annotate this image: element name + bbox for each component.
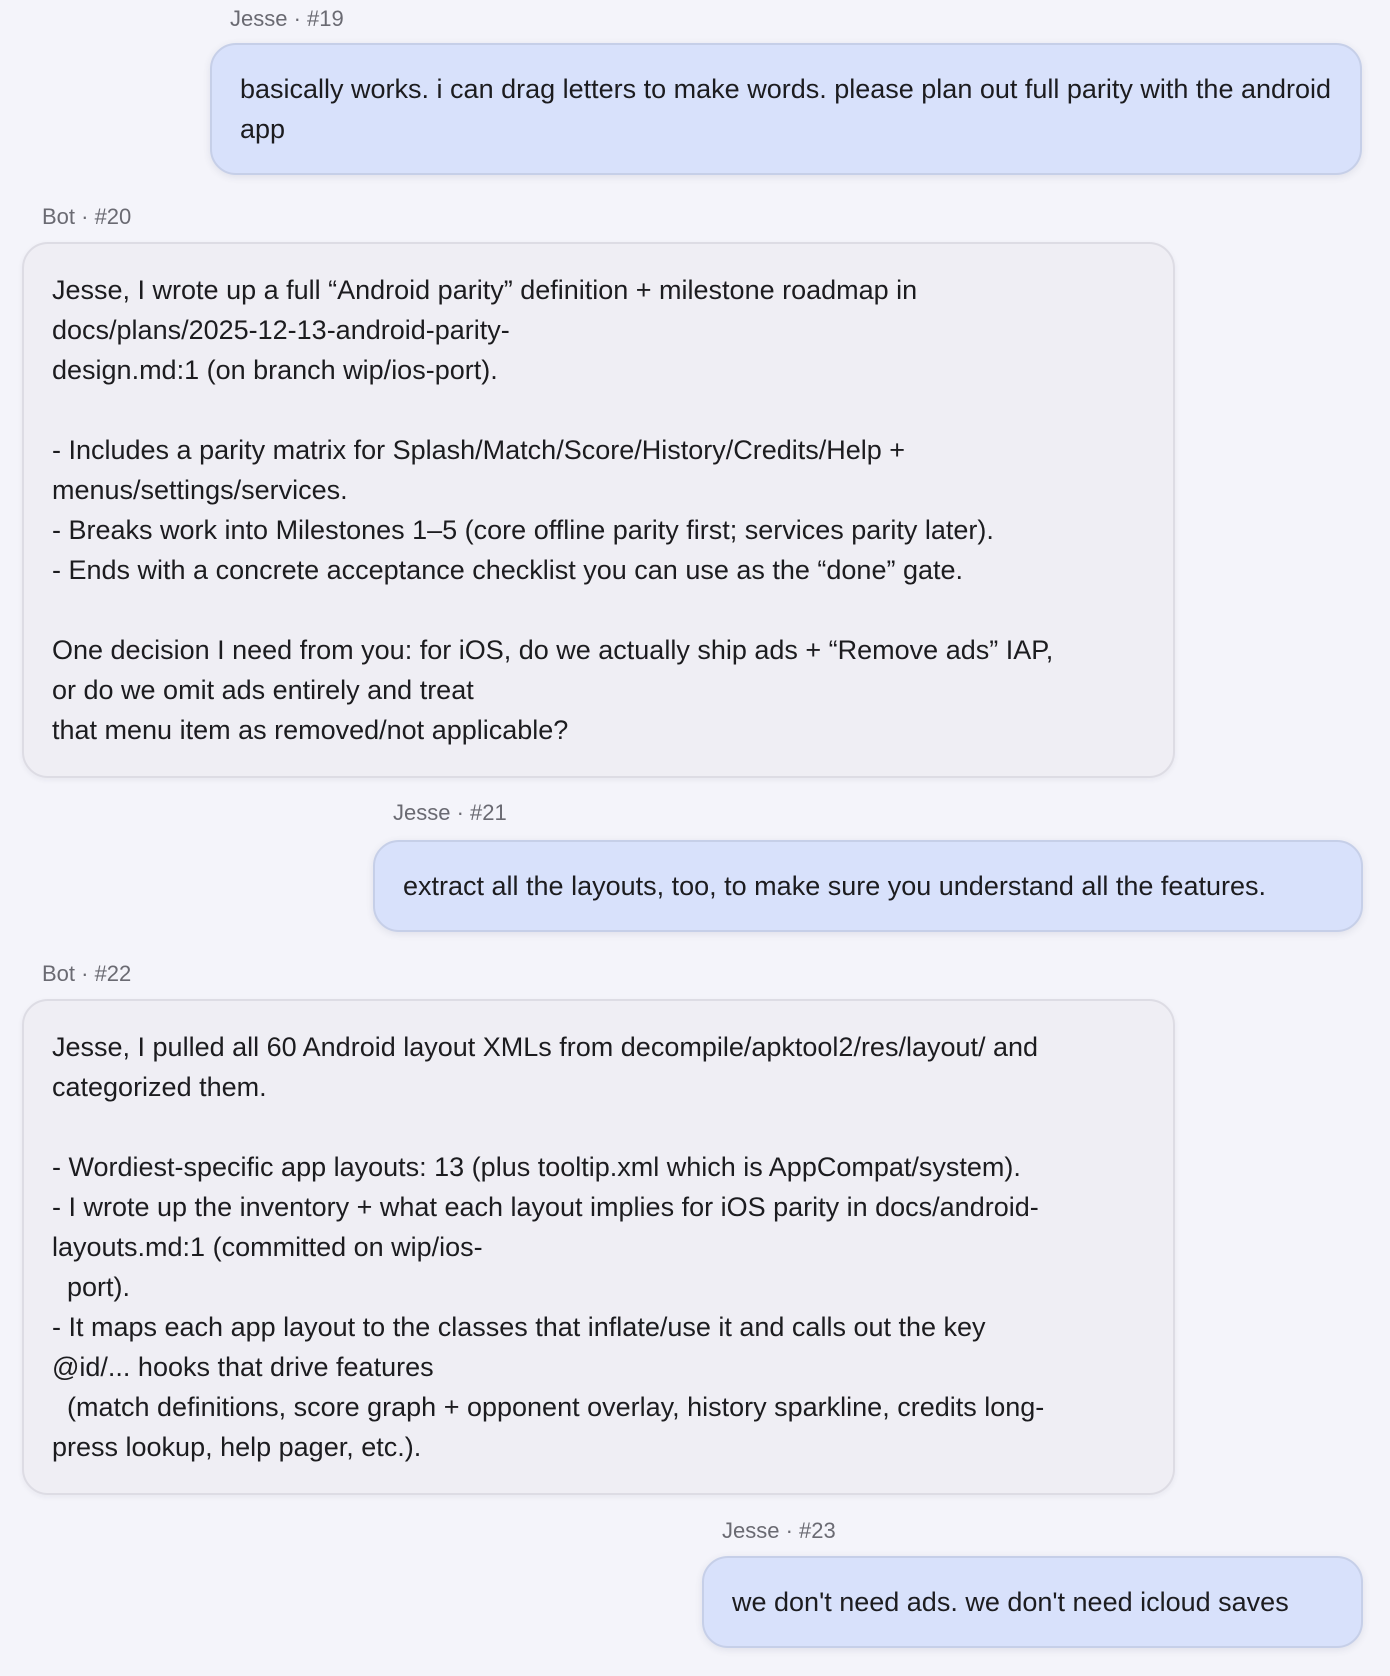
message-meta: Jesse · #23 (722, 1518, 836, 1543)
message-meta: Bot · #22 (42, 961, 132, 986)
user-message-bubble[interactable]: basically works. i can drag letters to make words. please plan out full parity with the android app (210, 43, 1362, 175)
message-meta: Jesse · #21 (393, 800, 507, 825)
message-meta: Bot · #20 (42, 204, 132, 229)
user-message-bubble[interactable]: we don't need ads. we don't need icloud saves (702, 1556, 1363, 1648)
user-message-bubble[interactable]: extract all the layouts, too, to make sure you understand all the features. (373, 840, 1363, 932)
bot-message-bubble[interactable]: Jesse, I wrote up a full “Android parity” definition + milestone roadmap in docs/plans/2025-12-13-android-parity- design.md:1 (on branch wip/ios-port). - Includes a parity matrix for Splash/Match/Score/History/Credits/Help + menus/settings/services. - Breaks work into Milestones 1–5 (core offline parity first; services parity later). - Ends with a concrete acceptance checklist you can use as the “done” gate. One decision I need from you: for iOS, do we actually ship ads + “Remove ads” IAP, or do we omit ads entirely and treat that menu item as removed/not applicable? (22, 242, 1175, 778)
bot-message-bubble[interactable]: Jesse, I pulled all 60 Android layout XMLs from decompile/apktool2/res/layout/ and categorized them. - Wordiest-specific app layouts: 13 (plus tooltip.xml which is AppCompat/system). - I wrote up the inventory + what each layout implies for iOS parity in docs/android- layouts.md:1 (committed on wip/ios- port). - It maps each app layout to the classes that inflate/use it and calls out the key @id/... hooks that drive features (match definitions, score graph + opponent overlay, history sparkline, credits long- press lookup, help pager, etc.). (22, 999, 1175, 1495)
message-meta: Jesse · #19 (230, 6, 344, 31)
